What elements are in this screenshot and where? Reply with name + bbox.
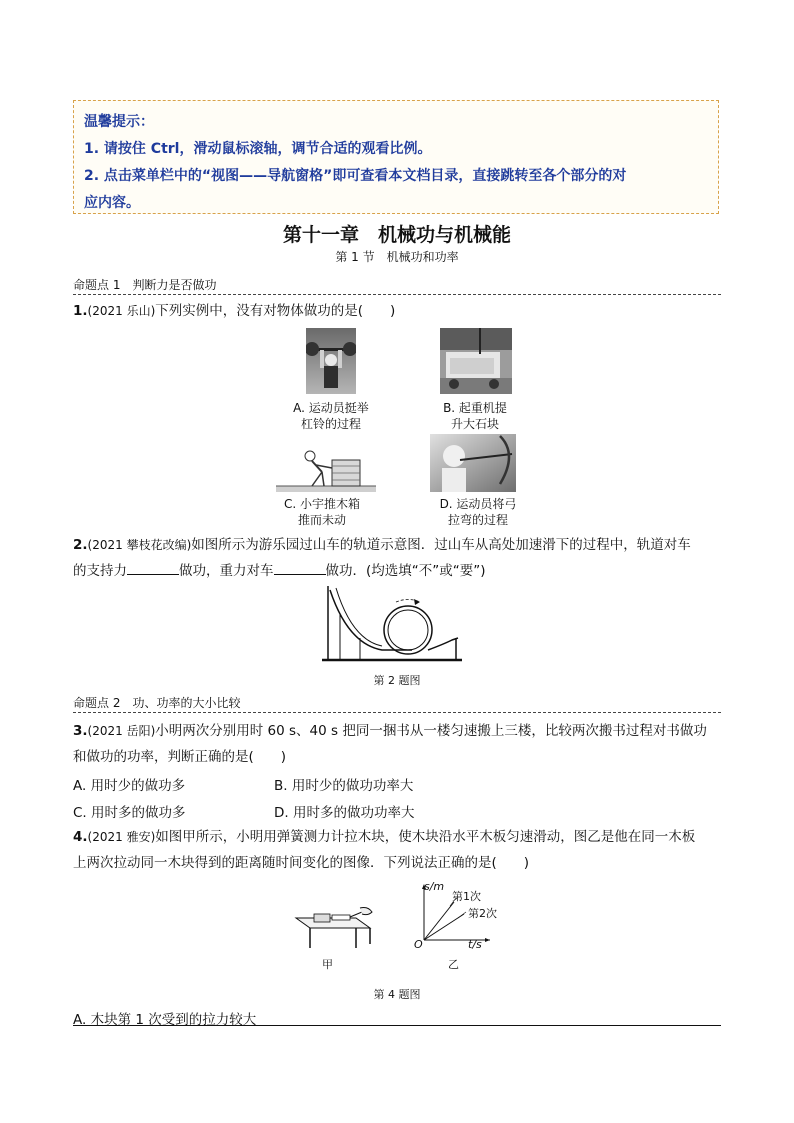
weightlifter-photo bbox=[306, 328, 356, 394]
answer-blank-2[interactable] bbox=[274, 560, 326, 575]
figure-4-caption: 第 4 题图 bbox=[373, 988, 421, 1001]
option-b-line2: 升大石块 bbox=[450, 417, 499, 431]
tip-line-3: 应内容。 bbox=[84, 195, 140, 211]
option-d-line2: 拉弯的过程 bbox=[447, 513, 508, 527]
question-text-2c: 做功．(均选填“不”或“要”) bbox=[325, 563, 486, 579]
tip-box bbox=[73, 100, 719, 214]
q3-option-c[interactable]: C. 用时多的做功多 bbox=[73, 805, 186, 821]
roller-coaster-diagram bbox=[320, 584, 464, 664]
q3-option-a[interactable]: A. 用时少的做功多 bbox=[73, 778, 186, 794]
option-b-label bbox=[420, 400, 530, 432]
question-number: 2. bbox=[73, 537, 88, 553]
page-bottom-rule bbox=[73, 1025, 721, 1026]
question-1 bbox=[73, 298, 721, 324]
option-a-line2: 杠铃的过程 bbox=[300, 417, 361, 431]
topic-2-heading: 命题点 2 功、功率的大小比较 bbox=[73, 694, 721, 713]
archer-photo bbox=[430, 434, 516, 492]
question-2 bbox=[73, 532, 721, 584]
crane-photo bbox=[440, 328, 512, 394]
question-number: 3. bbox=[73, 723, 88, 739]
box-push-drawing bbox=[276, 446, 376, 492]
label-yi: 乙 bbox=[448, 958, 459, 971]
option-a-line1: A. 运动员挺举 bbox=[293, 401, 369, 415]
question-source: (2021 岳阳) bbox=[87, 724, 156, 738]
tip-title: 温馨提示： bbox=[84, 114, 154, 130]
question-text-2: 上两次拉动同一木块得到的距离随时间变化的图像．下列说法正确的是( ) bbox=[73, 855, 530, 871]
spring-scale-drawing bbox=[292, 900, 376, 950]
chapter-title: 第十一章 机械功与机械能 bbox=[282, 224, 511, 246]
question-source: (2021 雅安) bbox=[87, 830, 156, 844]
graph-x-label: t/s bbox=[468, 938, 482, 951]
tip-line-1: 1. 请按住 Ctrl，滑动鼠标滚轴，调节合适的观看比例。 bbox=[84, 141, 432, 157]
question-text-2a: 的支持力 bbox=[73, 563, 127, 579]
question-3 bbox=[73, 718, 721, 770]
option-b-line1: B. 起重机提 bbox=[443, 401, 507, 415]
q3-option-b[interactable]: B. 用时少的做功功率大 bbox=[274, 778, 414, 794]
question-number: 4. bbox=[73, 829, 88, 845]
topic-1-heading: 命题点 1 判断力是否做功 bbox=[73, 276, 721, 295]
tip-line-2: 2. 点击菜单栏中的“视图——导航窗格”即可查看本文档目录，直接跳转至各个部分的对 bbox=[84, 168, 627, 184]
question-text-1: 如图所示为游乐园过山车的轨道示意图．过山车从高处加速滑下的过程中，轨道对车 bbox=[191, 537, 691, 553]
graph-line-2-label: 第2次 bbox=[468, 907, 497, 920]
graph-line-1-label: 第1次 bbox=[452, 890, 481, 903]
graph-y-label: s/m bbox=[424, 880, 445, 893]
question-text-2b: 做功，重力对车 bbox=[179, 563, 274, 579]
question-text-2: 和做功的功率，判断正确的是( ) bbox=[73, 749, 287, 765]
question-source: (2021 攀枝花改编) bbox=[87, 538, 192, 552]
q4-option-a[interactable]: A. 木块第 1 次受到的拉力较大 bbox=[73, 1012, 257, 1028]
option-c-label bbox=[262, 496, 382, 528]
label-jia: 甲 bbox=[322, 958, 333, 971]
question-4 bbox=[73, 824, 721, 876]
answer-blank-1[interactable] bbox=[127, 560, 179, 575]
question-source: (2021 乐山) bbox=[87, 304, 156, 318]
option-c-line2: 推而未动 bbox=[297, 513, 346, 527]
question-text-1: 如图甲所示，小明用弹簧测力计拉木块，使木块沿水平木板匀速滑动，图乙是他在同一木板 bbox=[155, 829, 696, 845]
section-title: 第 1 节 机械功和功率 bbox=[335, 250, 459, 264]
option-a-label bbox=[276, 400, 386, 432]
question-text-1: 小明两次分别用时 60 s、40 s 把同一捆书从一楼匀速搬上三楼，比较两次搬书过程对书做功 bbox=[155, 723, 707, 739]
option-c-line1: C. 小宇推木箱 bbox=[283, 497, 360, 511]
graph-origin-label: O bbox=[414, 938, 423, 951]
question-number: 1. bbox=[73, 303, 88, 319]
question-text: 下列实例中，没有对物体做功的是( ) bbox=[155, 303, 396, 319]
figure-2-caption: 第 2 题图 bbox=[373, 674, 421, 687]
option-d-label bbox=[418, 496, 538, 528]
option-d-line1: D. 运动员将弓 bbox=[439, 497, 517, 511]
q3-option-d[interactable]: D. 用时多的做功功率大 bbox=[274, 805, 415, 821]
